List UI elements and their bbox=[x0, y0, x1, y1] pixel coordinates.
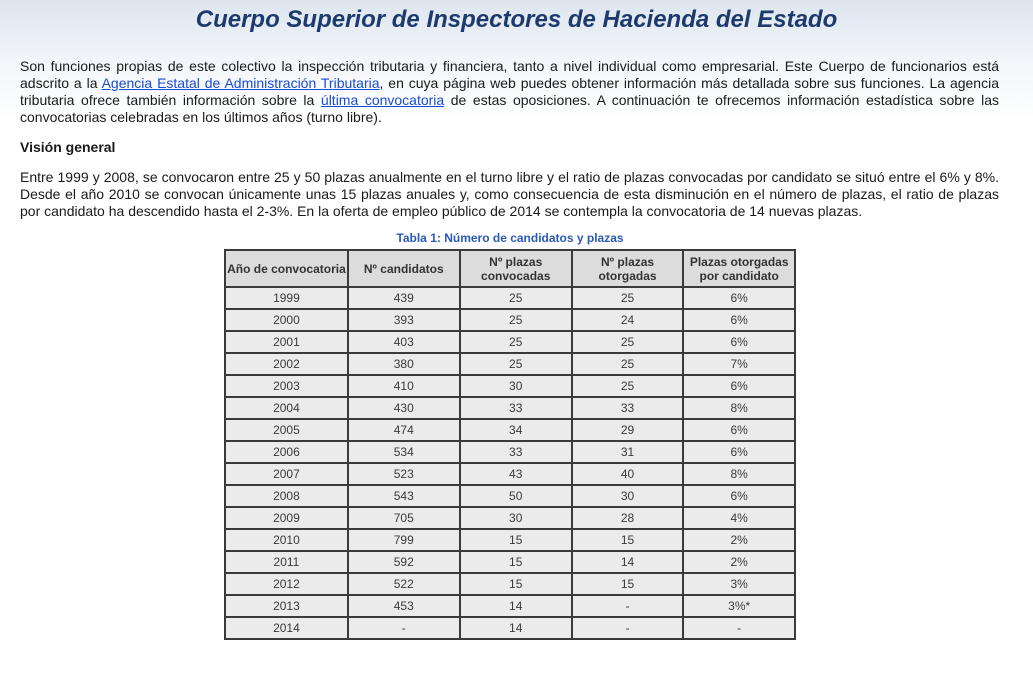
cell-positions-offered: 43 bbox=[460, 463, 572, 485]
cell-ratio: 6% bbox=[683, 375, 795, 397]
cell-positions-offered: 33 bbox=[460, 397, 572, 419]
table-row bbox=[225, 309, 795, 331]
cell-candidates: 380 bbox=[348, 353, 460, 375]
cell-candidates: 534 bbox=[348, 441, 460, 463]
cell-ratio: 2% bbox=[683, 551, 795, 573]
cell-candidates: 410 bbox=[348, 375, 460, 397]
cell-candidates: 430 bbox=[348, 397, 460, 419]
cell-positions-awarded: 40 bbox=[572, 463, 684, 485]
cell-positions-offered: 15 bbox=[460, 529, 572, 551]
intro-paragraph bbox=[20, 58, 999, 126]
cell-year: 1999 bbox=[225, 287, 348, 309]
cell-positions-offered: 14 bbox=[460, 595, 572, 617]
cell-candidates: 799 bbox=[348, 529, 460, 551]
cell-candidates: 705 bbox=[348, 507, 460, 529]
cell-ratio: 7% bbox=[683, 353, 795, 375]
cell-ratio: 3%* bbox=[683, 595, 795, 617]
cell-positions-awarded: 33 bbox=[572, 397, 684, 419]
cell-candidates: 523 bbox=[348, 463, 460, 485]
table-row bbox=[225, 287, 795, 309]
cell-positions-offered: 15 bbox=[460, 551, 572, 573]
cell-positions-offered: 25 bbox=[460, 353, 572, 375]
header-positions-awarded: Nº plazas otorgadas bbox=[572, 250, 684, 287]
table-row bbox=[225, 353, 795, 375]
cell-candidates: 453 bbox=[348, 595, 460, 617]
header-positions-offered: Nº plazas convocadas bbox=[460, 250, 572, 287]
cell-year: 2014 bbox=[225, 617, 348, 639]
cell-positions-offered: 25 bbox=[460, 331, 572, 353]
aeat-link[interactable]: Agencia Estatal de Administración Tributaria bbox=[101, 75, 380, 91]
cell-positions-awarded: 25 bbox=[572, 331, 684, 353]
table-caption: Tabla 1: Número de candidatos y plazas bbox=[396, 231, 624, 245]
cell-positions-awarded: 28 bbox=[572, 507, 684, 529]
cell-ratio: 8% bbox=[683, 397, 795, 419]
cell-candidates: 543 bbox=[348, 485, 460, 507]
table-row bbox=[225, 485, 795, 507]
table-row bbox=[225, 463, 795, 485]
cell-ratio: 6% bbox=[683, 441, 795, 463]
cell-year: 2004 bbox=[225, 397, 348, 419]
cell-ratio: 2% bbox=[683, 529, 795, 551]
table-row bbox=[225, 529, 795, 551]
cell-positions-offered: 50 bbox=[460, 485, 572, 507]
cell-positions-awarded: - bbox=[572, 595, 684, 617]
candidates-table bbox=[224, 249, 796, 640]
cell-positions-offered: 30 bbox=[460, 375, 572, 397]
cell-ratio: 6% bbox=[683, 309, 795, 331]
cell-positions-awarded: 30 bbox=[572, 485, 684, 507]
table-row bbox=[225, 617, 795, 639]
table-row bbox=[225, 375, 795, 397]
cell-positions-offered: 33 bbox=[460, 441, 572, 463]
header-ratio: Plazas otorgadas por candidato bbox=[683, 250, 795, 287]
cell-year: 2007 bbox=[225, 463, 348, 485]
cell-positions-awarded: 31 bbox=[572, 441, 684, 463]
cell-candidates: - bbox=[348, 617, 460, 639]
table-row bbox=[225, 441, 795, 463]
cell-year: 2001 bbox=[225, 331, 348, 353]
intro-text-3: de estas oposiciones. A continuación te ofrecemos información estadística sobre las convocatorias celebradas en los últimos años (turno libre). bbox=[20, 92, 999, 125]
cell-ratio: 6% bbox=[683, 485, 795, 507]
header-candidates: Nº candidatos bbox=[348, 250, 460, 287]
cell-ratio: 4% bbox=[683, 507, 795, 529]
table-body bbox=[225, 287, 795, 639]
table-row bbox=[225, 595, 795, 617]
table-row bbox=[225, 331, 795, 353]
cell-year: 2006 bbox=[225, 441, 348, 463]
intro-text-2: , en cuya página web puedes obtener información más detallada sobre sus funciones. La agencia tributaria ofrece también información sobre la bbox=[20, 75, 999, 108]
cell-ratio: 8% bbox=[683, 463, 795, 485]
cell-positions-offered: 34 bbox=[460, 419, 572, 441]
cell-positions-offered: 15 bbox=[460, 573, 572, 595]
cell-positions-offered: 25 bbox=[460, 309, 572, 331]
cell-year: 2008 bbox=[225, 485, 348, 507]
header-year: Año de convocatoria bbox=[225, 250, 348, 287]
table-row bbox=[225, 397, 795, 419]
cell-year: 2002 bbox=[225, 353, 348, 375]
cell-positions-awarded: 29 bbox=[572, 419, 684, 441]
cell-year: 2000 bbox=[225, 309, 348, 331]
table-row bbox=[225, 573, 795, 595]
cell-positions-awarded: 15 bbox=[572, 529, 684, 551]
main-content bbox=[20, 58, 999, 220]
cell-positions-awarded: - bbox=[572, 617, 684, 639]
cell-year: 2003 bbox=[225, 375, 348, 397]
cell-positions-awarded: 14 bbox=[572, 551, 684, 573]
cell-candidates: 474 bbox=[348, 419, 460, 441]
cell-candidates: 393 bbox=[348, 309, 460, 331]
table-row bbox=[225, 507, 795, 529]
page-title: Cuerpo Superior de Inspectores de Hacienda del Estado bbox=[195, 6, 838, 33]
cell-ratio: 6% bbox=[683, 287, 795, 309]
cell-candidates: 403 bbox=[348, 331, 460, 353]
ultima-convocatoria-link[interactable]: última convocatoria bbox=[320, 92, 445, 108]
cell-positions-offered: 25 bbox=[460, 287, 572, 309]
table-row bbox=[225, 419, 795, 441]
cell-positions-awarded: 25 bbox=[572, 287, 684, 309]
cell-candidates: 439 bbox=[348, 287, 460, 309]
table-header-row bbox=[225, 250, 795, 287]
cell-positions-offered: 14 bbox=[460, 617, 572, 639]
section-heading-vision-general: Visión general bbox=[20, 139, 116, 155]
cell-year: 2005 bbox=[225, 419, 348, 441]
cell-ratio: 6% bbox=[683, 419, 795, 441]
cell-ratio: 6% bbox=[683, 331, 795, 353]
cell-candidates: 592 bbox=[348, 551, 460, 573]
cell-year: 2012 bbox=[225, 573, 348, 595]
cell-candidates: 522 bbox=[348, 573, 460, 595]
cell-year: 2009 bbox=[225, 507, 348, 529]
cell-positions-awarded: 24 bbox=[572, 309, 684, 331]
cell-positions-offered: 30 bbox=[460, 507, 572, 529]
cell-year: 2011 bbox=[225, 551, 348, 573]
intro-text-1: Son funciones propias de este colectivo la inspección tributaria y financiera, tanto a nivel individual como empresarial. Este Cuerpo de funcionarios está adscrito a la bbox=[20, 58, 999, 91]
cell-ratio: - bbox=[683, 617, 795, 639]
overview-paragraph: Entre 1999 y 2008, se convocaron entre 25 y 50 plazas anualmente en el turno libre y el ratio de plazas convocadas por candidato se situó entre el 6% y 8%. Desde el año 2010 se convocan únicamente unas 15 plazas anuales y, como consecuencia de esta disminución en el número de plazas, el ratio de plazas por candidato ha descendido hasta el 2-3%. En la oferta de empleo público de 2014 se contempla la convocatoria de 14 nuevas plazas. bbox=[20, 169, 999, 219]
cell-positions-awarded: 15 bbox=[572, 573, 684, 595]
cell-positions-awarded: 25 bbox=[572, 353, 684, 375]
cell-ratio: 3% bbox=[683, 573, 795, 595]
cell-year: 2013 bbox=[225, 595, 348, 617]
cell-positions-awarded: 25 bbox=[572, 375, 684, 397]
cell-year: 2010 bbox=[225, 529, 348, 551]
table-row bbox=[225, 551, 795, 573]
